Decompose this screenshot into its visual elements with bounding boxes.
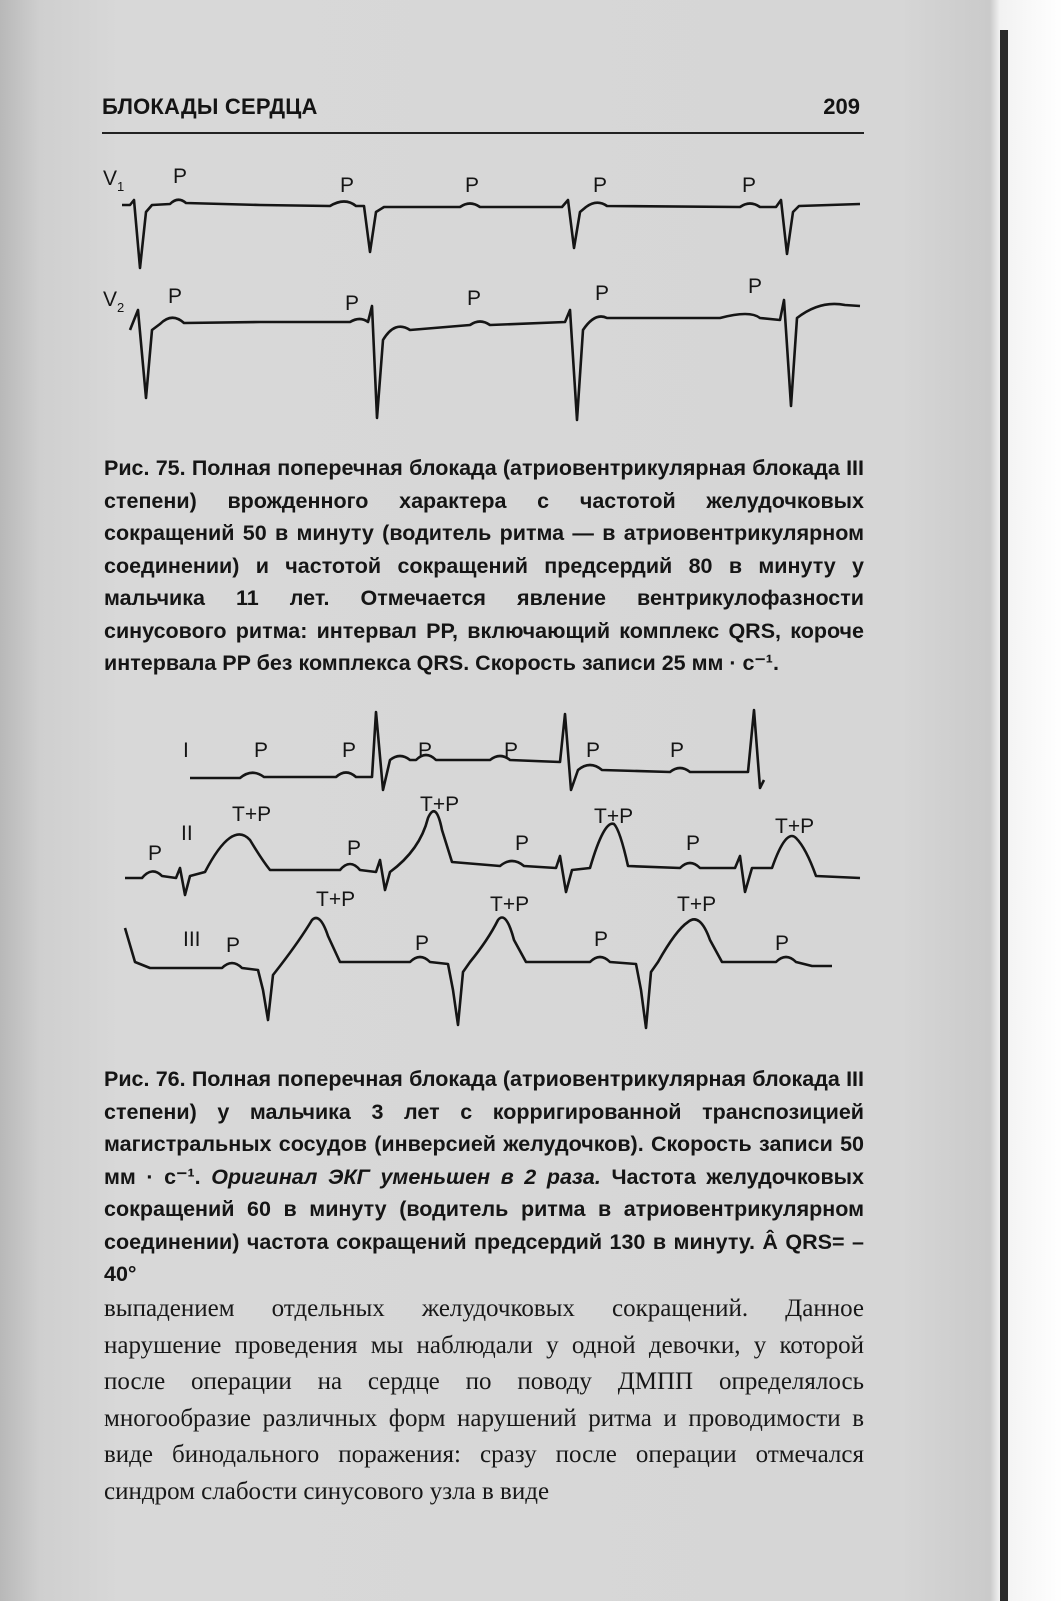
lead-ii-p-label: P [686, 832, 701, 855]
body-paragraph: выпадением отдельных желудочковых сокращений. Данное нарушение проведения мы наблюдали у одной девочки, у которой после операции на сердце по поводу ДМПП определялось многообразие различных форм нарушений ритма и проводимости в виде бинодального поражения: сразу после операции отмечался синдром слабости синусового узла в виде [104, 1295, 864, 1505]
lead-iii-tp-label: T+P [316, 888, 356, 911]
lead-iii-p-label: P [415, 932, 430, 955]
lead-iii-p-label: P [594, 928, 609, 951]
lead-label-ii: II [181, 822, 193, 845]
v1-p-label: P [173, 165, 188, 188]
v1-p-label: P [340, 174, 355, 197]
v2-p-label: P [168, 285, 183, 308]
caption-lead: Рис. 76. [104, 1067, 186, 1091]
lead-i-p-label: P [504, 739, 519, 762]
running-head: БЛОКАДЫ СЕРДЦА [102, 94, 318, 119]
v2-p-label: P [467, 287, 482, 310]
lead-i-p-label: P [418, 739, 433, 762]
lead-ii-tp-label: T+P [594, 805, 634, 828]
lead-ii-tp-label: T+P [775, 815, 815, 838]
lead-i-p-label: P [670, 739, 685, 762]
lead-i-p-label: P [586, 739, 601, 762]
figure-76-caption [104, 1063, 864, 1291]
lead-ii-tp-label: T+P [232, 803, 272, 826]
lead-label-i: I [183, 739, 189, 762]
caption-text-italic: Оригинал ЭКГ уменьшен в 2 раза. [211, 1164, 601, 1189]
lead-iii-p-label: P [775, 932, 790, 955]
v2-p-label: P [748, 275, 763, 298]
lead-ii-p-label: P [148, 842, 163, 865]
lead-i-p-label: P [254, 739, 269, 762]
caption-lead: Рис. 75. [104, 456, 186, 480]
lead-ii-p-label: P [515, 832, 530, 855]
lead-iii-tp-label: T+P [490, 893, 530, 916]
lead-iii-p-label: P [226, 934, 241, 957]
lead-iii-tp-label: T+P [677, 893, 717, 916]
lead-ii-tp-label: T+P [420, 793, 460, 816]
v1-p-label: P [742, 174, 757, 197]
page-number: 209 [823, 94, 860, 119]
caption-text-part1: Полная поперечная блокада (атриовентрикулярная блокада III степени) у мальчика 3 лет с корригированной транспозицией магистральных сосудов (инверсией желудочков). Скорость записи 50 мм · с⁻¹. [104, 1067, 864, 1189]
lead-label-v2: $V_2$ [103, 288, 125, 315]
caption-text: Полная поперечная блокада (атриовентрикулярная блокада III степени) врожденного характера с частотой желудочковых сокращений 50 в минуту (водитель ритма — в атриовентрикулярном соединении) и частотой сокращений предсердий 80 в минуту у мальчика 11 лет. Отмечается явление вентрикулофазности синусового ритма: интервал PP, включающий комплекс QRS, короче интервала PP без комплекса QRS. Скорость записи 25 мм · с⁻¹. [104, 456, 864, 675]
lead-label-v1: $V_1$ [103, 167, 125, 194]
caption-text-part2: Частота желудочковых сокращений 60 в минуту (водитель ритма в атриовентрикулярном соединении) частота сокращений предсердий 130 в минуту. Â QRS= – 40° [104, 1164, 864, 1286]
v1-p-label: P [593, 174, 608, 197]
v1-p-label: P [465, 174, 480, 197]
lead-ii-p-label: P [347, 837, 362, 860]
lead-i-p-label: P [342, 739, 357, 762]
lead-label-iii: III [183, 928, 201, 951]
v2-p-label: P [595, 282, 610, 305]
v2-p-label: P [345, 292, 360, 315]
